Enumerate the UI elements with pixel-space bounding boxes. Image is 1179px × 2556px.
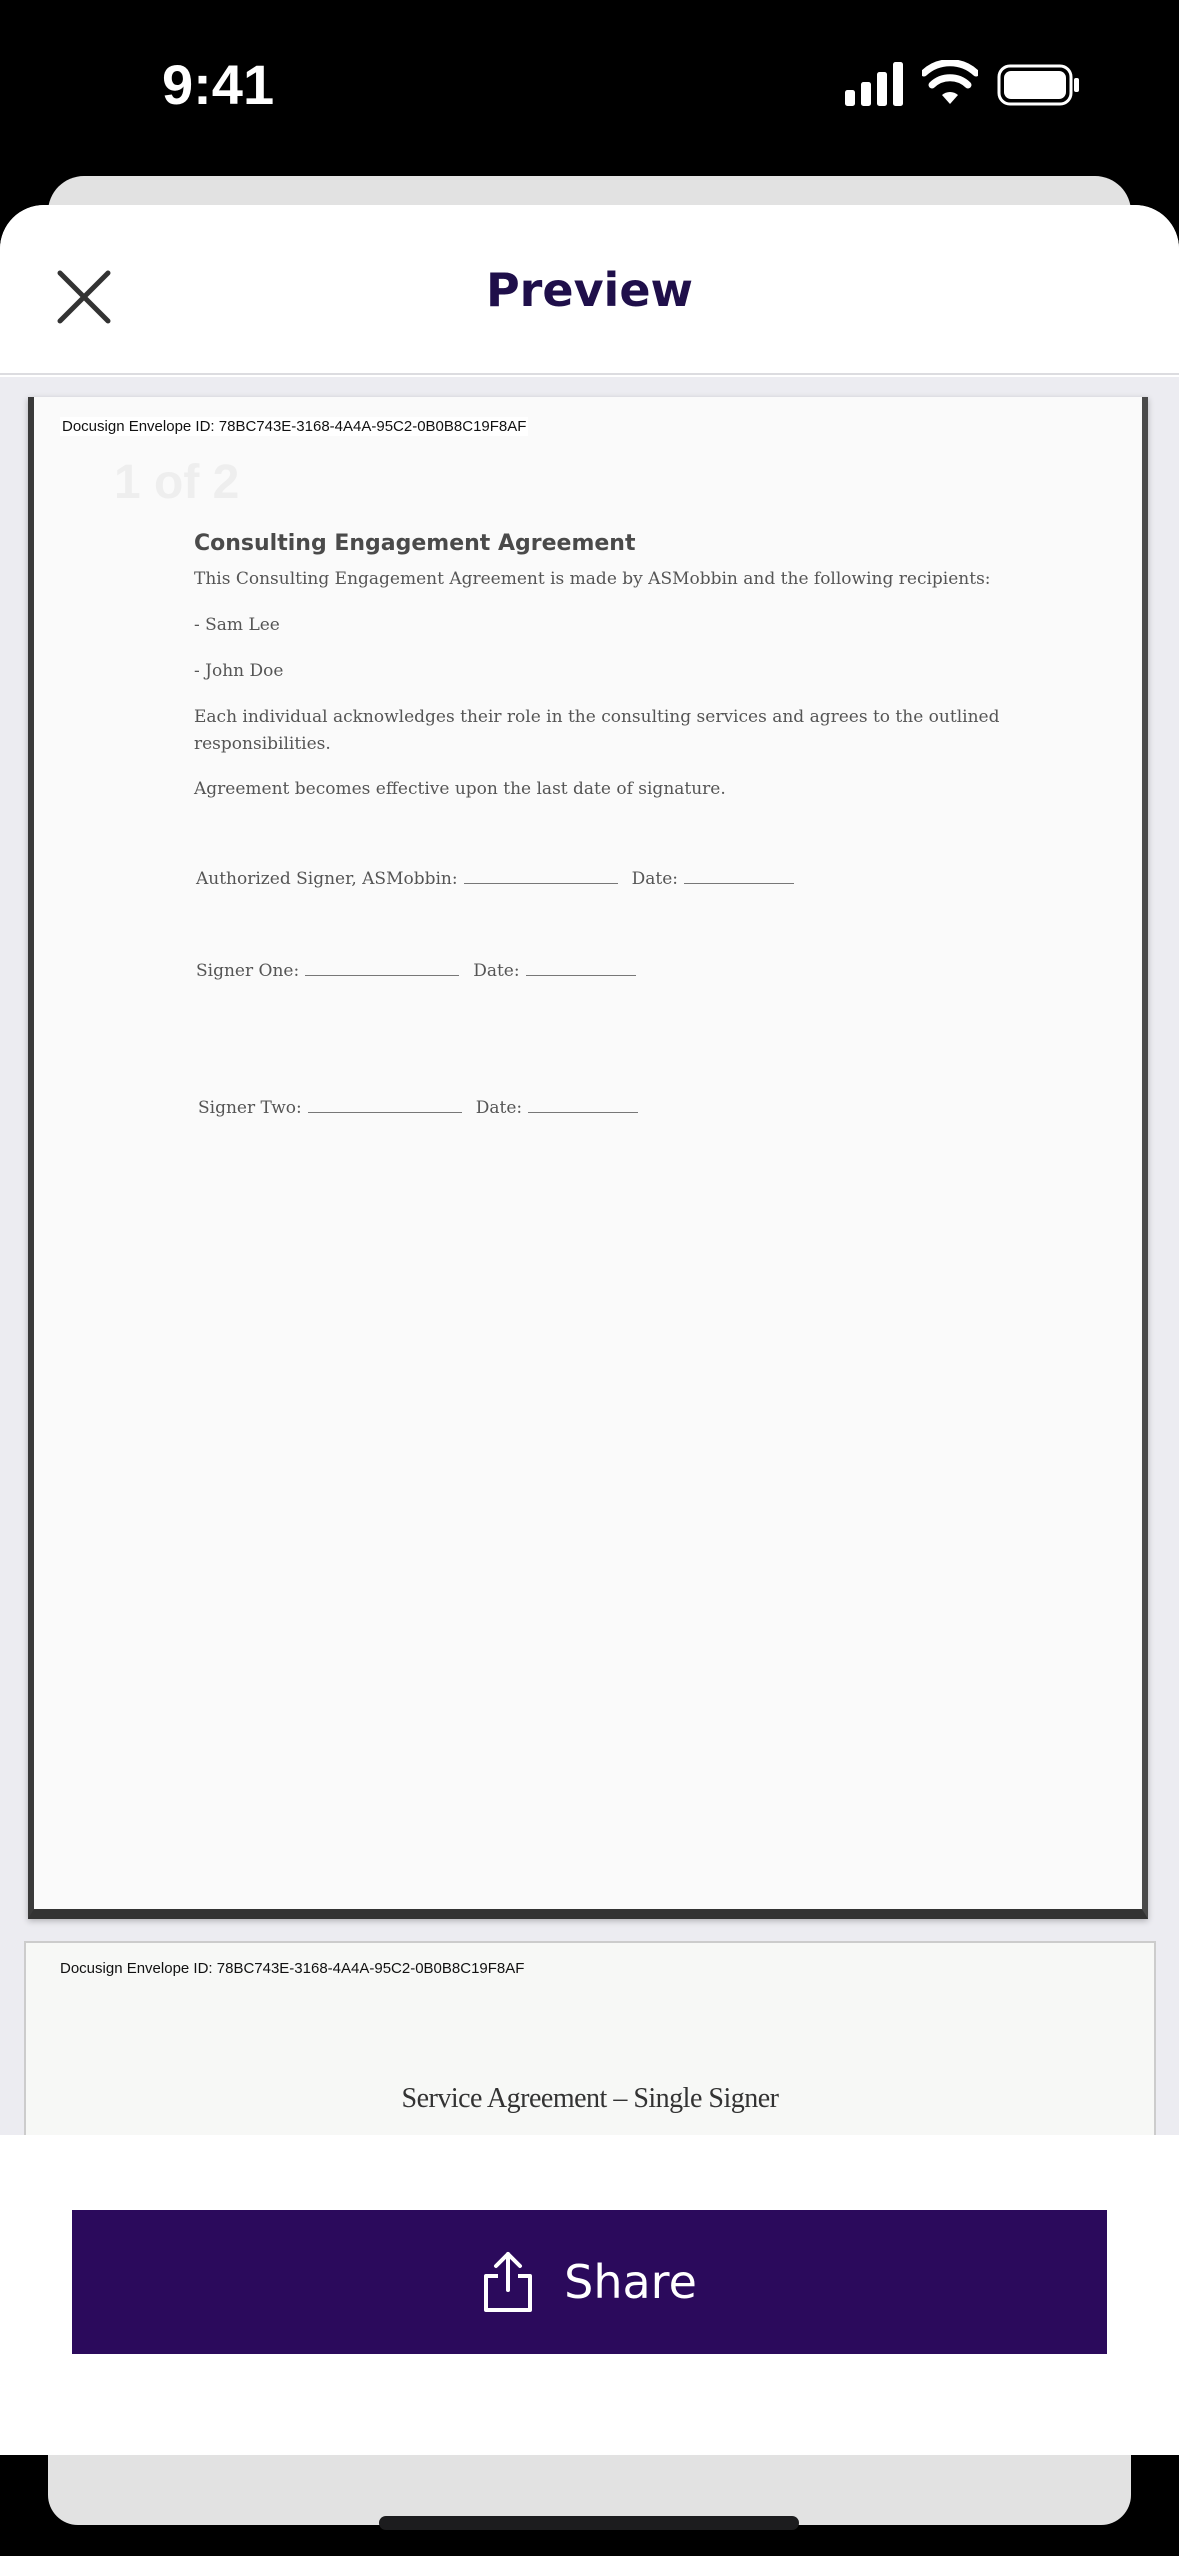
status-bar [0, 0, 1179, 170]
header [0, 205, 1179, 375]
home-indicator[interactable] [379, 2516, 799, 2530]
battery-icon [997, 64, 1081, 106]
document-page-2 [24, 1941, 1156, 2137]
page-indicator: 1 of 2 [114, 456, 240, 509]
date-line [526, 974, 636, 976]
share-label: Share [564, 2255, 697, 2309]
document-acknowledgement: Each individual acknowledges their role in the consulting services and agrees to the outlined responsibilities. [194, 707, 1000, 754]
document-intro: This Consulting Engagement Agreement is made by ASMobbin and the following recipients: [194, 569, 991, 589]
preview-sheet [0, 205, 1179, 2455]
signature-line [308, 1111, 462, 1113]
wifi-icon [922, 60, 978, 106]
signature-label: Signer One: [196, 961, 300, 981]
document-page-1 [28, 397, 1148, 1919]
footer [0, 2135, 1179, 2455]
signature-label: Signer Two: [198, 1098, 302, 1118]
signature-row [196, 869, 808, 889]
date-label: Date: [631, 869, 678, 889]
page-title: Preview [485, 263, 694, 317]
signature-line [464, 882, 618, 884]
document-effective: Agreement becomes effective upon the last date of signature. [194, 779, 726, 799]
date-line [684, 882, 794, 884]
signature-row [198, 1098, 652, 1118]
date-label: Date: [475, 1098, 523, 1118]
document-title: Service Agreement – Single Signer [401, 2083, 779, 2114]
background-sheet-bottom [48, 2455, 1131, 2525]
signature-label: Authorized Signer, ASMobbin: [196, 869, 458, 889]
document-viewer[interactable] [0, 377, 1179, 2137]
date-line [528, 1111, 638, 1113]
document-body [194, 531, 1054, 822]
date-label: Date: [473, 961, 520, 981]
status-time: 9:41 [162, 53, 275, 116]
envelope-id: Docusign Envelope ID: 78BC743E-3168-4A4A-95C2-0B0B8C19F8AF [60, 1960, 525, 1977]
document-title: Consulting Engagement Agreement [194, 531, 636, 556]
cellular-signal-icon [845, 62, 905, 106]
share-button[interactable] [72, 2210, 1107, 2354]
signature-row [196, 961, 650, 981]
envelope-id: Docusign Envelope ID: 78BC743E-3168-4A4A-95C2-0B0B8C19F8AF [62, 418, 527, 435]
signature-line [305, 974, 459, 976]
share-icon [482, 2250, 534, 2314]
recipient-item: - John Doe [194, 661, 284, 681]
recipient-item: - Sam Lee [194, 615, 280, 635]
